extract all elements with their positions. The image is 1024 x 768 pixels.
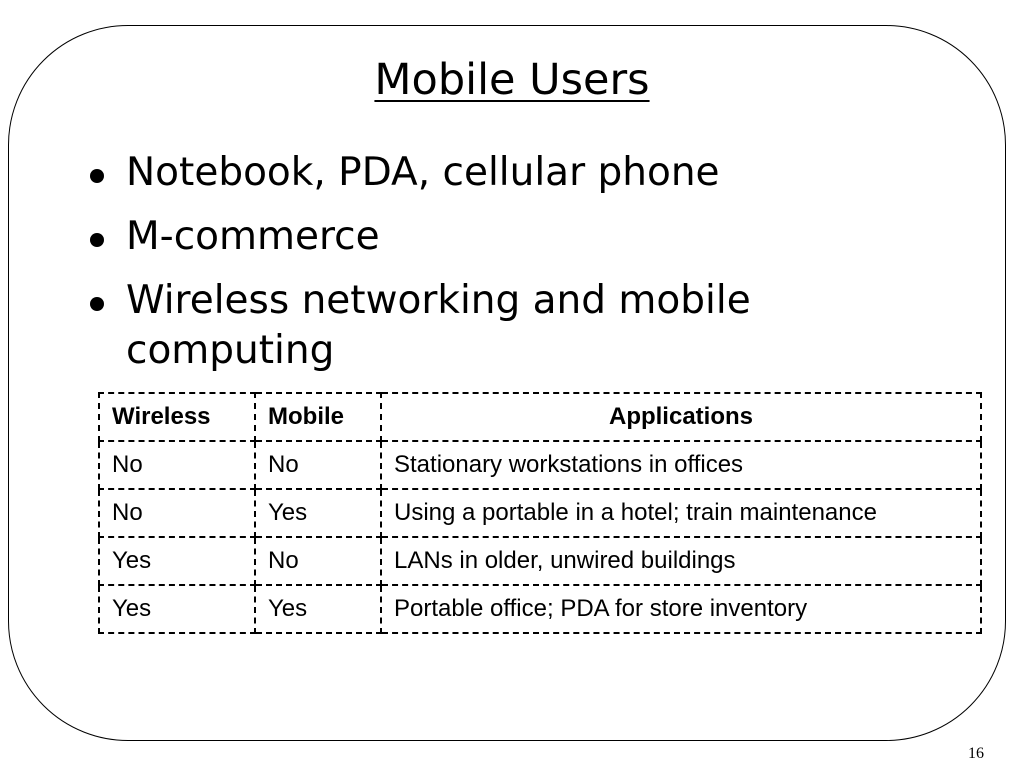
- slide-title: Mobile Users: [374, 55, 650, 105]
- bullet-text: M-commerce: [126, 214, 380, 259]
- bullet-dot-icon: [90, 233, 104, 247]
- cell-mobile: Yes: [255, 489, 381, 537]
- bullet-dot-icon: [90, 297, 104, 311]
- table-row: [99, 537, 981, 585]
- bullet-list: [88, 148, 948, 390]
- header-applications: Applications: [381, 393, 981, 441]
- bullet-item: [88, 148, 948, 198]
- bullet-item: [88, 276, 948, 376]
- page-number: 16: [968, 745, 984, 762]
- bullet-text: Wireless networking and mobile computing: [126, 278, 751, 373]
- cell-application: Using a portable in a hotel; train maintenance: [381, 489, 981, 537]
- cell-mobile: No: [255, 441, 381, 489]
- table-header-row: [99, 393, 981, 441]
- cell-mobile: Yes: [255, 585, 381, 633]
- cell-application: LANs in older, unwired buildings: [381, 537, 981, 585]
- table-row: [99, 441, 981, 489]
- cell-application: Portable office; PDA for store inventory: [381, 585, 981, 633]
- cell-wireless: Yes: [99, 585, 255, 633]
- cell-application: Stationary workstations in offices: [381, 441, 981, 489]
- cell-wireless: No: [99, 489, 255, 537]
- bullet-item: [88, 212, 948, 262]
- cell-wireless: No: [99, 441, 255, 489]
- table-row: [99, 585, 981, 633]
- bullet-dot-icon: [90, 169, 104, 183]
- table-row: [99, 489, 981, 537]
- cell-mobile: No: [255, 537, 381, 585]
- header-wireless: Wireless: [99, 393, 255, 441]
- bullet-text: Notebook, PDA, cellular phone: [126, 150, 720, 195]
- header-mobile: Mobile: [255, 393, 381, 441]
- applications-table: [98, 392, 982, 634]
- cell-wireless: Yes: [99, 537, 255, 585]
